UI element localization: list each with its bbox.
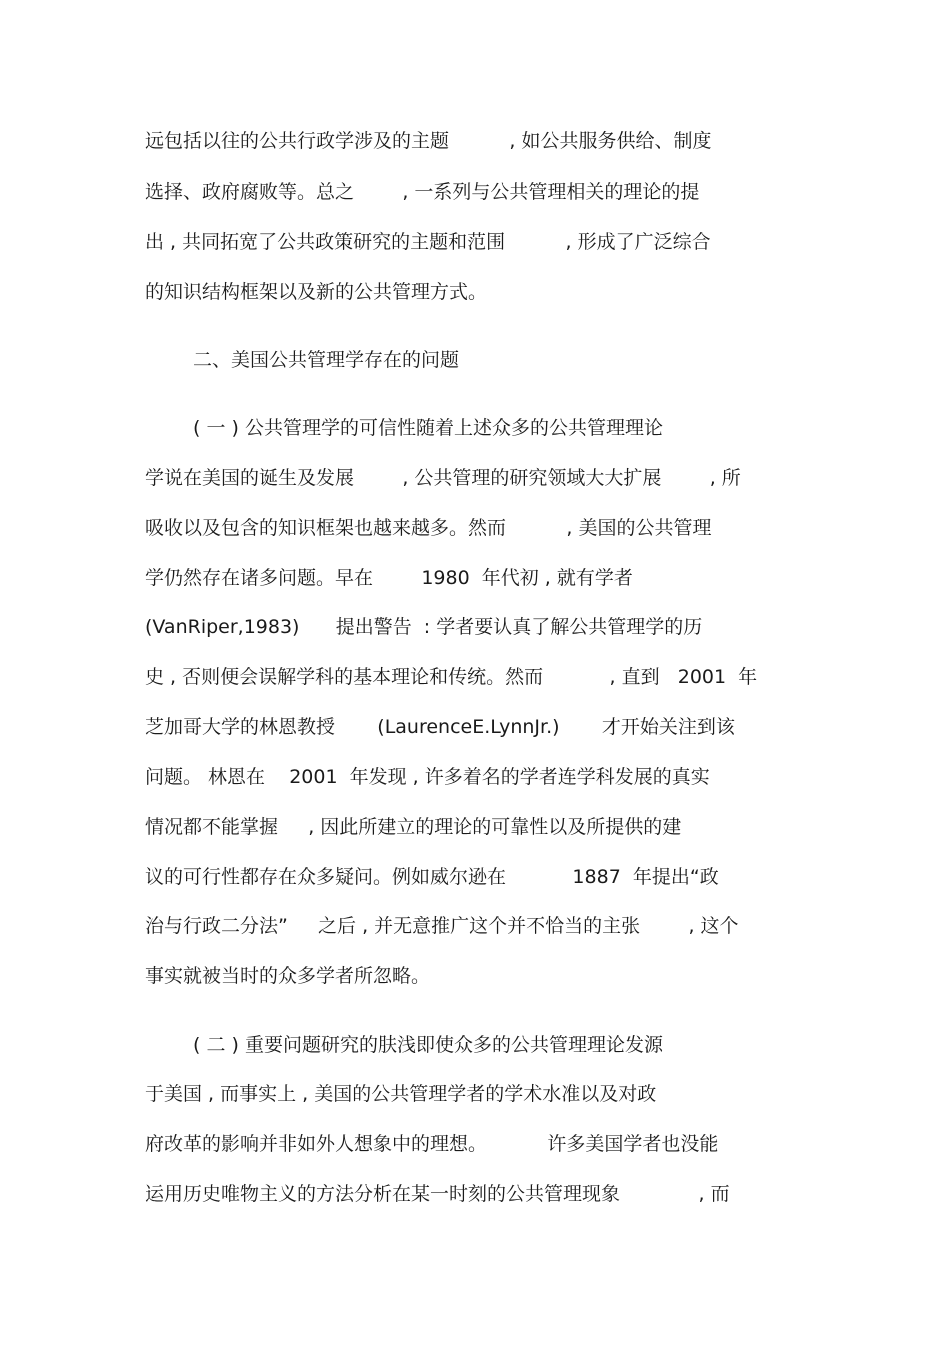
paragraph-line: 事实就被当时的众多学者所忽略。 <box>145 965 431 987</box>
paragraph-line: 芝加哥大学的林恩教授 (LaurenceE.LynnJr.) 才开始关注到该 <box>145 716 735 738</box>
paragraph-line: (VanRiper,1983) 提出警告 : 学者要认真了解公共管理学的历 <box>145 616 703 638</box>
paragraph-line: 出 , 共同拓宽了公共政策研究的主题和范围 , 形成了广泛综合 <box>145 231 711 253</box>
subsection-heading: ( 二 ) 重要问题研究的肤浅即使众多的公共管理理论发源 <box>193 1034 663 1056</box>
paragraph-line: 学说在美国的诞生及发展 , 公共管理的研究领域大大扩展 , 所 <box>145 467 741 489</box>
paragraph-line: 府改革的影响并非如外人想象中的理想。 许多美国学者也没能 <box>145 1133 719 1155</box>
section-heading: 二、美国公共管理学存在的问题 <box>193 349 460 371</box>
paragraph-line: 远包括以往的公共行政学涉及的主题 , 如公共服务供给、制度 <box>145 130 712 152</box>
paragraph-line: 情况都不能掌握 , 因此所建立的理论的可靠性以及所提供的建 <box>145 816 682 838</box>
paragraph-line: 运用历史唯物主义的方法分析在某一时刻的公共管理现象 , 而 <box>145 1183 730 1205</box>
paragraph-line: 于美国 , 而事实上 , 美国的公共管理学者的学术水准以及对政 <box>145 1083 657 1105</box>
paragraph-line: 史 , 否则便会误解学科的基本理论和传统。然而 , 直到 2001 年 <box>145 666 758 688</box>
paragraph-line: 选择、政府腐败等。总之 , 一系列与公共管理相关的理论的提 <box>145 181 700 203</box>
paragraph-line: 问题。 林恩在 2001 年发现 , 许多着名的学者连学科发展的真实 <box>145 766 710 788</box>
paragraph-line: 吸收以及包含的知识框架也越来越多。然而 , 美国的公共管理 <box>145 517 712 539</box>
paragraph-line: 议的可行性都存在众多疑问。例如威尔逊在 1887 年提出“政 <box>145 866 719 888</box>
subsection-heading: ( 一 ) 公共管理学的可信性随着上述众多的公共管理理论 <box>193 417 663 439</box>
paragraph-line: 学仍然存在诸多问题。早在 1980 年代初 , 就有学者 <box>145 567 633 589</box>
paragraph-line: 的知识结构框架以及新的公共管理方式。 <box>145 281 488 303</box>
paragraph-line: 治与行政二分法” 之后 , 并无意推广这个并不恰当的主张 , 这个 <box>145 915 739 937</box>
